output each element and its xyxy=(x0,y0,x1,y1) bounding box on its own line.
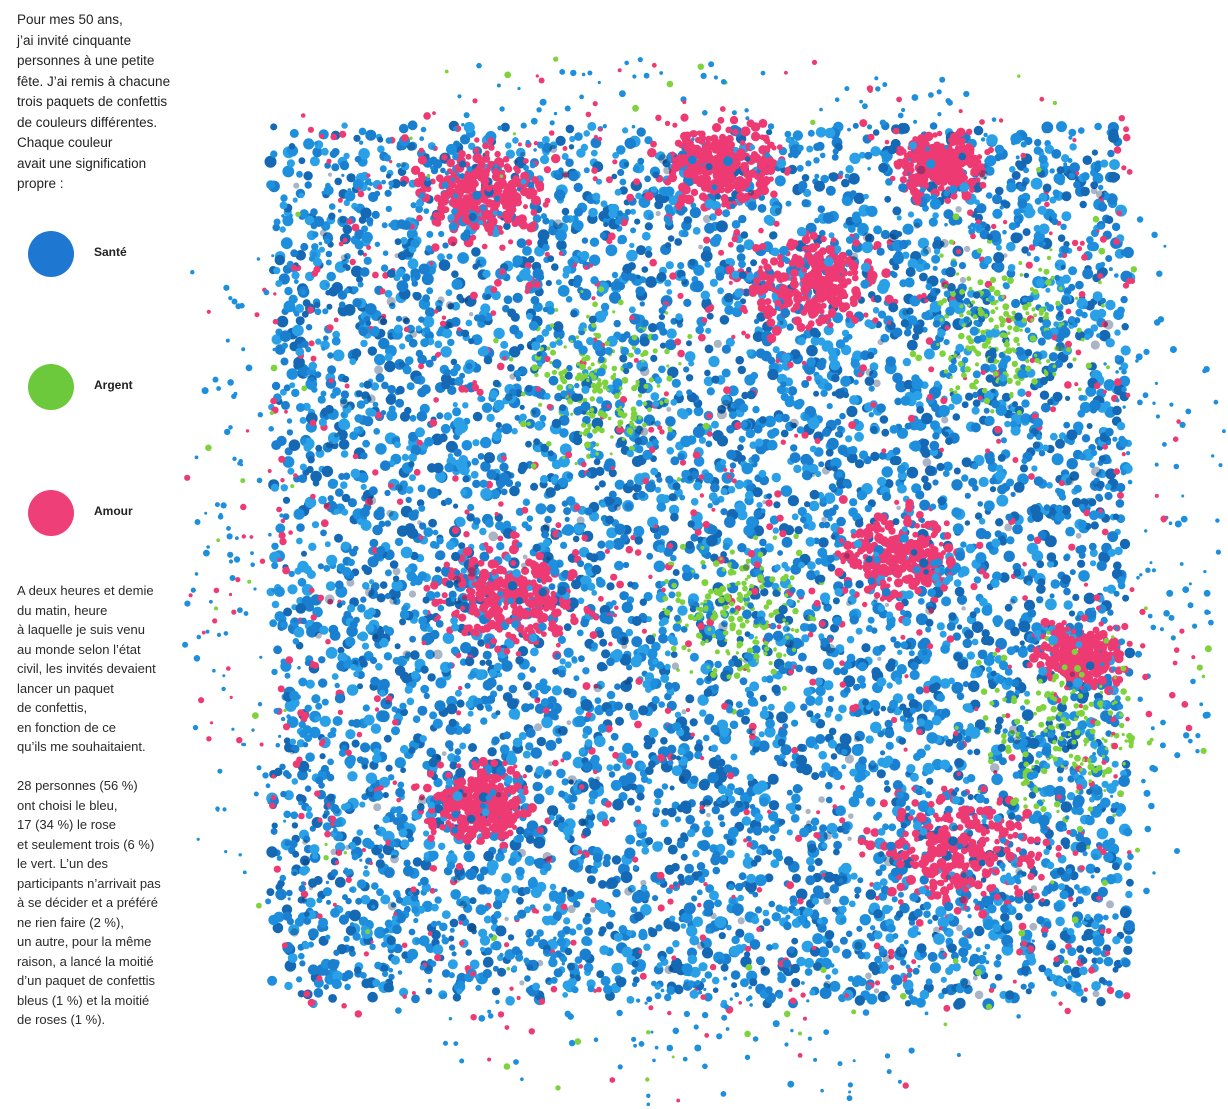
story-text: A deux heures et demie du matin, heure à laquelle je suis venu au monde selon l’état civil, les invités devaient lancer un paquet de confettis, en fonction de ce qu’ils me souhaitaient. 28 personnes (56 %) ont choisi le bleu, 17 (34 %) le rose et seulement trois (6 %) le vert. L’un des participants n’arrivait pas à se décider et a préféré ne rien faire (2 %), un autre, pour la même raison, a lancé la moitié d’un paquet de confettis bleus (1 %) et la moitié de roses (1 %). xyxy=(17,583,161,1027)
legend-item-sante xyxy=(28,231,198,283)
confetti-dots xyxy=(182,57,1226,1107)
confetti-pile-image xyxy=(180,55,1228,1109)
blue-confetti-dot-icon xyxy=(28,231,74,277)
pink-confetti-dot-icon xyxy=(28,490,74,536)
green-confetti-dot-icon xyxy=(28,364,74,410)
legend-item-amour xyxy=(28,490,198,542)
legend-label-argent: Argent xyxy=(94,378,133,392)
legend-label-sante: Santé xyxy=(94,245,127,259)
legend-item-argent xyxy=(28,364,198,416)
intro-text: Pour mes 50 ans, j’ai invité cinquante personnes à une petite fête. J’ai remis à chacune trois paquets de confettis de couleurs différentes. Chaque couleur avait une signification propre : xyxy=(17,12,171,191)
confetti-photo xyxy=(180,55,1228,1109)
legend-label-amour: Amour xyxy=(94,504,133,518)
